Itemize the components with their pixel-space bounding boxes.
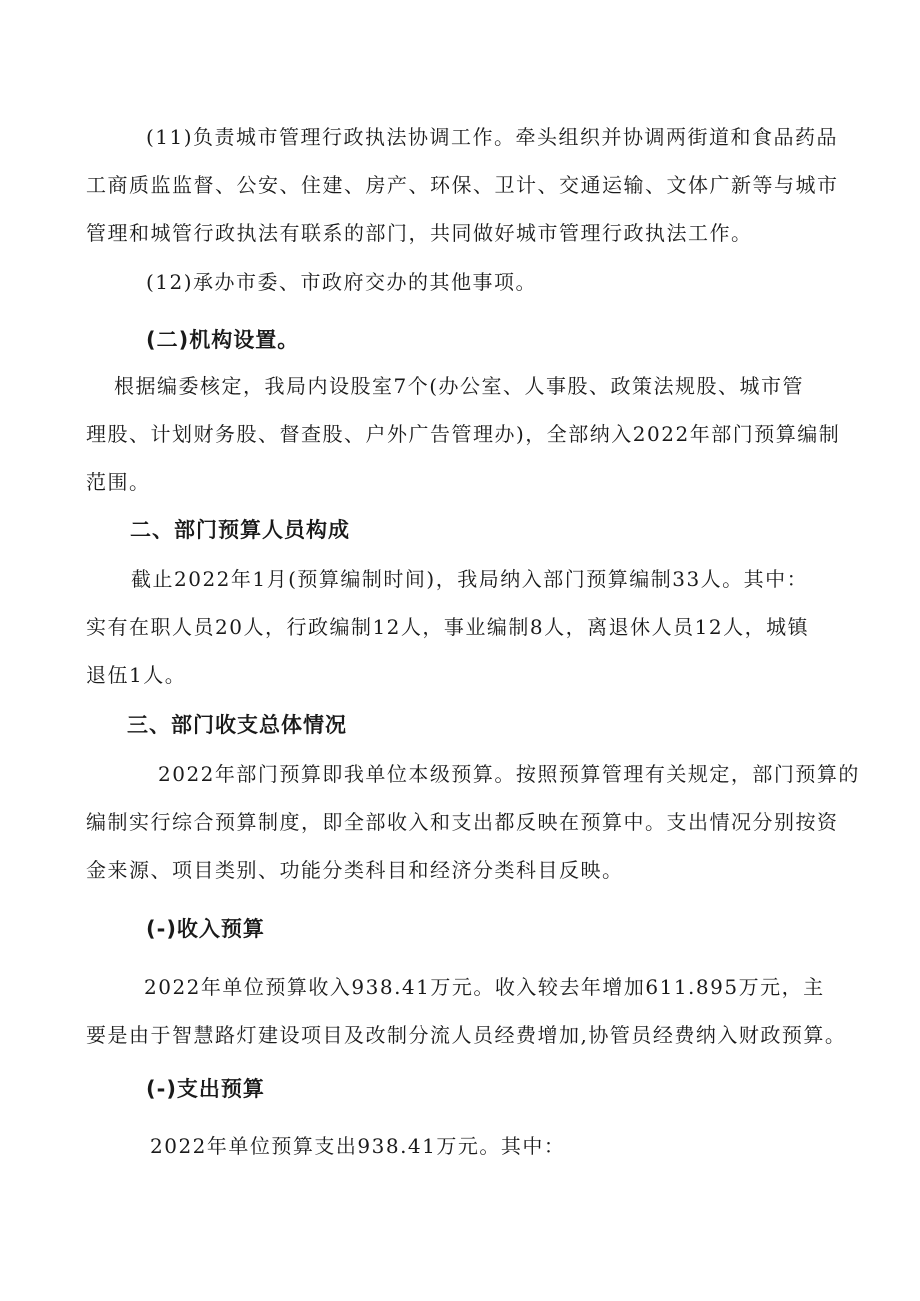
para-duty-12: (12)承办市委、市政府交办的其他事项。	[146, 270, 538, 294]
para-income-line2: 要是由于智慧路灯建设项目及改制分流人员经费增加,协管员经费纳入财政预算。	[86, 1023, 847, 1047]
para-duty-11-line1: (11)负责城市管理行政执法协调工作。牵头组织并协调两街道和食品药品	[146, 125, 839, 149]
para-duty-11-line2: 工商质监监督、公安、住建、房产、环保、卫计、交通运输、文体广新等与城市	[86, 173, 839, 197]
para-personnel-line1: 截止2022年1月(预算编制时间)，我局纳入部门预算编制33人。其中：	[131, 567, 809, 591]
para-overall-line2: 编制实行综合预算制度，即全部收入和支出都反映在预算中。支出情况分别按资	[86, 810, 839, 834]
para-duty-11-line3: 管理和城管行政执法有联系的部门，共同做好城市管理行政执法工作。	[86, 221, 753, 245]
para-org-line2: 理股、计划财务股、督查股、户外广告管理办)，全部纳入2022年部门预算编制	[86, 422, 841, 446]
heading-income-budget: (-)收入预算	[146, 917, 265, 941]
para-overall-line1: 2022年部门预算即我单位本级预算。按照预算管理有关规定，部门预算的	[158, 762, 860, 786]
para-income-line1: 2022年单位预算收入938.41万元。收入较去年增加611.895万元，主	[144, 975, 825, 999]
para-overall-line3: 金来源、项目类别、功能分类科目和经济分类科目反映。	[86, 858, 624, 882]
para-personnel-line3: 退伍1人。	[86, 663, 187, 687]
heading-overall: 三、部门收支总体情况	[127, 713, 347, 737]
para-org-line1: 根据编委核定，我局内设股室7个(办公室、人事股、政策法规股、城市管	[114, 374, 805, 398]
para-expense-line1: 2022年单位预算支出938.41万元。其中：	[150, 1134, 566, 1158]
heading-expense-budget: (-)支出预算	[146, 1077, 265, 1101]
heading-org-setup: (二)机构设置。	[146, 328, 300, 352]
heading-personnel: 二、部门预算人员构成	[130, 518, 350, 542]
para-org-line3: 范围。	[86, 470, 151, 494]
para-personnel-line2: 实有在职人员20人，行政编制12人，事业编制8人，离退休人员12人，城镇	[86, 615, 810, 639]
